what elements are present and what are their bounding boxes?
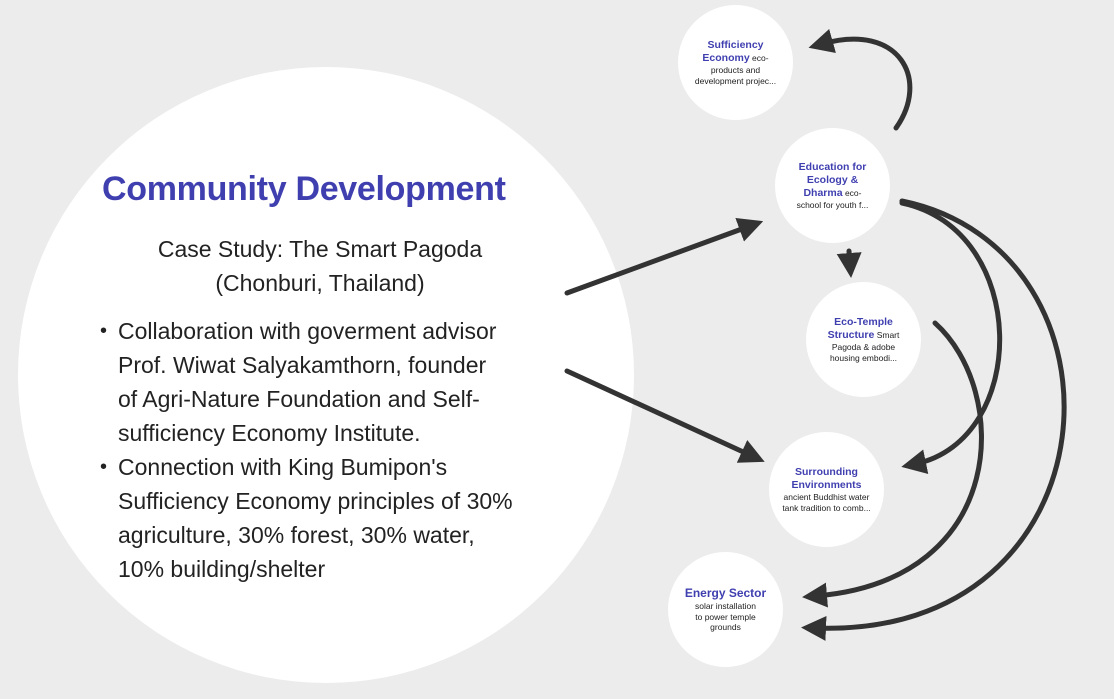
node-heading: Surrounding [794, 466, 858, 478]
node-heading: Ecology & [806, 173, 859, 186]
node-eco-temple [806, 282, 921, 397]
bullet-line: Prof. Wiwat Salyakamthorn, founder [118, 352, 487, 378]
bullet-line: Sufficiency Economy principles of 30% [118, 488, 513, 514]
node-surrounding-environments [769, 432, 884, 547]
node-heading: Eco-Temple [834, 316, 893, 328]
node-heading: Sufficiency [707, 39, 764, 51]
node-text: school for youth f... [796, 199, 869, 210]
node-text: eco- [844, 187, 862, 198]
node-heading: Education for [798, 160, 867, 173]
node-sufficiency-economy [678, 5, 793, 120]
subtitle-line: (Chonburi, Thailand) [215, 270, 425, 296]
arrow-main-to-surrounding [567, 371, 752, 456]
bullet-line: sufficiency Economy Institute. [118, 420, 421, 446]
node-text: Pagoda & adobe [831, 342, 896, 352]
node-heading: Dharma [803, 186, 843, 199]
node-text: ancient Buddhist water [783, 492, 870, 502]
arrow-education-to-energy-outer [815, 201, 1064, 628]
node-education [775, 128, 890, 243]
node-heading: Economy [702, 52, 750, 64]
arrow-education-to-sufficiency [822, 39, 910, 128]
bullet-dot-icon: • [100, 456, 108, 478]
node-text: tank tradition to comb... [782, 502, 871, 513]
node-text: to power temple [695, 611, 756, 622]
bullet-dot-icon: • [100, 320, 108, 342]
node-text: housing embodi... [829, 352, 898, 363]
main-title: Community Development [102, 170, 506, 208]
node-text: development projec... [694, 75, 777, 86]
node-text: solar installation [695, 601, 756, 612]
bullet-line: 10% building/shelter [118, 556, 326, 582]
node-heading: Energy Sector [684, 586, 767, 601]
node-text: Smart [876, 330, 900, 340]
arrow-education-to-ecotemple [849, 251, 850, 264]
node-heading: Structure [827, 329, 875, 341]
node-text: products and [710, 65, 761, 75]
node-heading: Environments [791, 479, 862, 491]
subtitle-line: Case Study: The Smart Pagoda [157, 236, 483, 262]
node-energy-sector [668, 552, 783, 667]
bullet-line: Collaboration with goverment advisor [118, 318, 497, 344]
arrow-main-to-education [567, 226, 750, 293]
bullet-line: agriculture, 30% forest, 30% water, [118, 522, 475, 548]
bullet-line: Connection with King Bumipon's [118, 454, 448, 480]
node-text: grounds [710, 622, 741, 633]
bullet-line: of Agri-Nature Foundation and Self- [118, 386, 480, 412]
node-text: eco- [752, 53, 769, 63]
